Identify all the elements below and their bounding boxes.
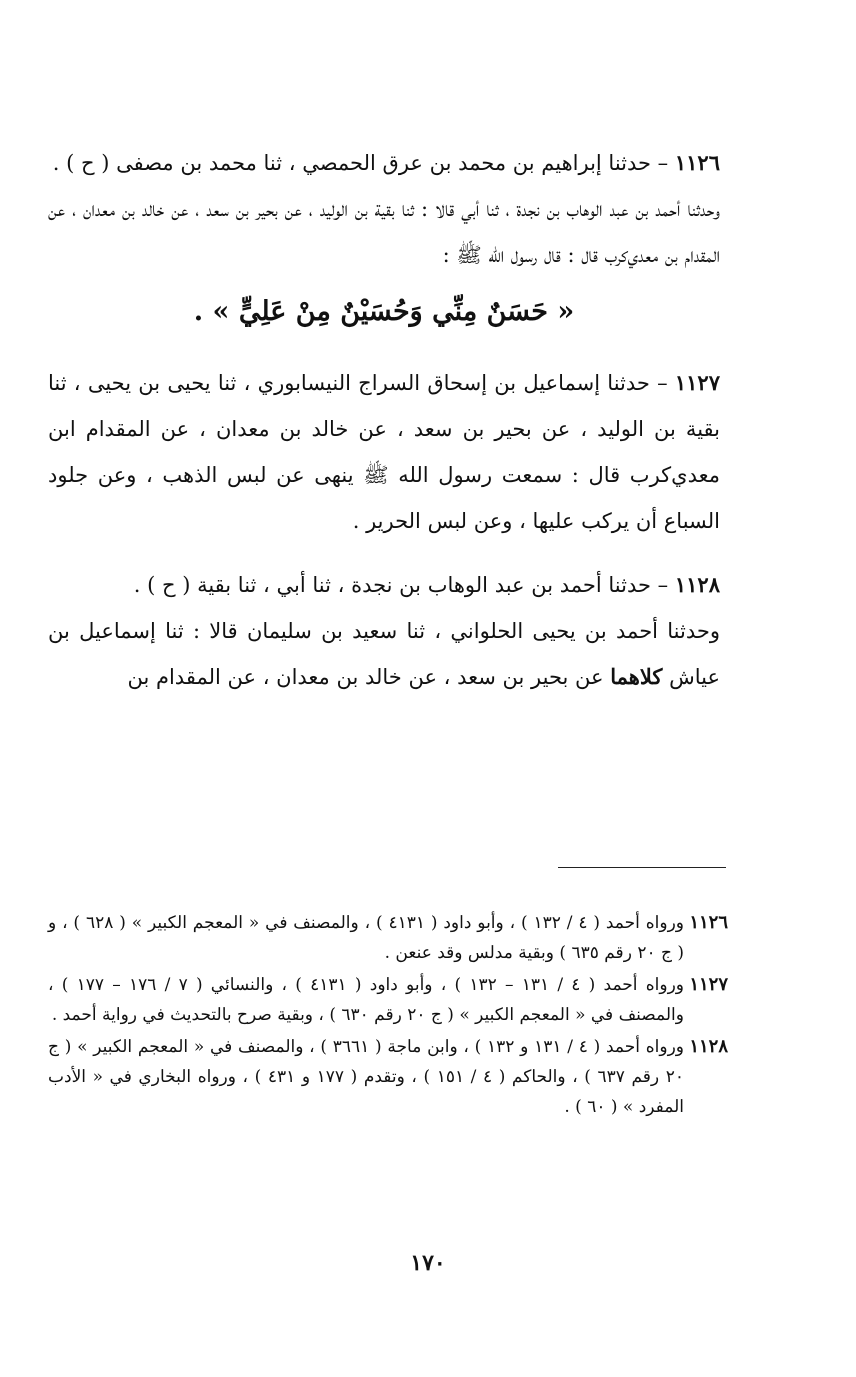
page-number: ١٧٠ [410,1250,446,1276]
hadith-1128-isnad [48,562,720,608]
hadith-number: ١١٢٨ [674,572,720,597]
main-text [48,140,720,700]
hadith-number: ١١٢٧ [674,370,720,395]
hadith-text: – حدثنا إسماعيل بن إسحاق السراج النيسابوري ، ثنا يحيى بن يحيى ، ثنا بقية بن الوليد ، عن بحير بن سعد ، عن خالد بن معدان ، عن المقدام ابن معدي‌كرب قال : سمعت رسول الله ﷺ ينهى عن لبس الذهب ، وعن جلود السباع أن يركب عليها ، وعن لبس الحرير . [48,371,720,533]
hadith-text: – حدثنا إبراهيم بن محمد بن عرق الحمصي ، ثنا محمد بن مصفى ( ح ) . [52,151,669,175]
hadith-text: وحدثنا أحمد بن عبد الوهاب بن نجدة ، ثنا أبي قالا : ثنا بقية بن الوليد ، عن بحير بن سعد ، عن خالد بن معدان ، عن المقدام بن معدي‌كرب قال : قال رسول الله ﷺ : [48,197,720,267]
footnote-text: ورواه أحمد ( ٤ / ١٣١ و ١٣٢ ) ، وابن ماجة ( ٣٦٦١ ) ، والمصنف في « المعجم الكبير » ( ج ٢٠ رقم ٦٣٧ ) ، والحاكم ( ٤ / ١٥١ ) ، وتقدم ( ١٧٧ و ٤٣١ ) ، ورواه البخاري في « الأدب المفرد » ( ٦٠ ) . [48,1037,684,1117]
hadith-1128-isnad-2 [48,608,720,700]
hadith-1126-isnad [48,140,720,186]
footnotes [48,908,728,1124]
footnote-1127 [48,970,728,1030]
footnote-1128 [48,1032,728,1122]
hadith-text: وحدثنا أحمد بن يحيى الحلواني ، ثنا سعيد بن سليمان قالا : ثنا إسماعيل بن عياش [48,619,720,689]
hadith-1126-matn: « حَسَنٌ مِنِّي وَحُسَيْنٌ مِنْ عَلِيٍّ » . [193,296,575,327]
hadith-text-bold: كلاهما [610,664,663,689]
hadith-text: عن بحير بن سعد ، عن خالد بن معدان ، عن المقدام بن [127,665,604,689]
footnote-1126 [48,908,728,968]
hadith-text: – حدثنا أحمد بن عبد الوهاب بن نجدة ، ثنا أبي ، ثنا بقية ( ح ) . [133,573,669,597]
hadith-number: ١١٢٦ [674,150,720,175]
footnote-text: ورواه أحمد ( ٤ / ١٣١ – ١٣٢ ) ، وأبو داود ( ٤١٣١ ) ، والنسائي ( ٧ / ١٧٦ – ١٧٧ ) ، والمصنف في « المعجم الكبير » ( ج ٢٠ رقم ٦٣٠ ) ، وبقية صرح بالتحديث في رواية أحمد . [48,975,685,1025]
footnote-number: ١١٢٧ [689,974,728,995]
footnote-number: ١١٢٦ [689,912,728,933]
footnote-text: ورواه أحمد ( ٤ / ١٣٢ ) ، وأبو داود ( ٤١٣١ ) ، والمصنف في « المعجم الكبير » ( ٦٢٨ ) ، و ( ج ٢٠ رقم ٦٣٥ ) وبقية مدلس وقد عنعن . [48,913,684,963]
hadith-1126-isnad-2 [48,186,720,278]
hadith-1127 [48,360,720,544]
footnote-separator [558,867,726,868]
footnote-number: ١١٢٨ [689,1036,728,1057]
